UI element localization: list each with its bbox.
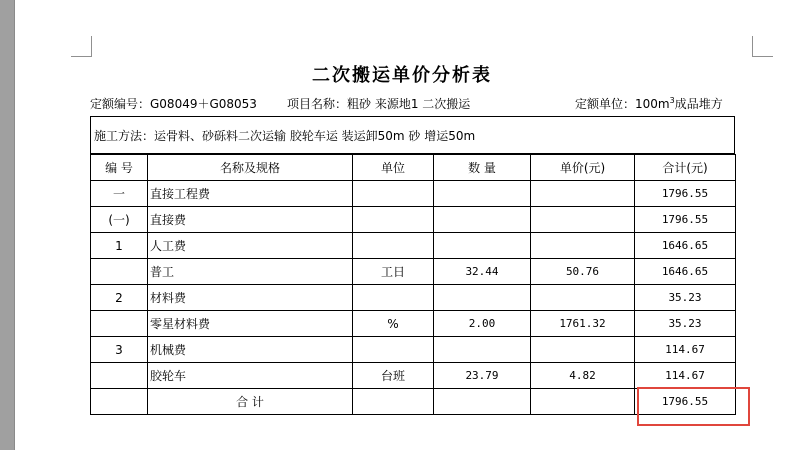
cell-total: 35.23: [635, 285, 736, 311]
crop-mark-top-left: [71, 36, 92, 57]
analysis-table: [90, 154, 736, 415]
quota-unit-sup: 3: [669, 96, 675, 105]
header-qty: 数 量: [434, 155, 531, 181]
quota-code: 定额编号：G08049＋G08053: [90, 97, 257, 111]
cell-unit: 工日: [353, 259, 434, 285]
sum-cell-price: [531, 389, 635, 415]
cell-price: [531, 207, 635, 233]
cell-price: 1761.32: [531, 311, 635, 337]
sum-cell-no: [91, 389, 148, 415]
construction-method: 施工方法：运骨料、砂砾料二次运输 胶轮车运 装运卸50m 砂 增运50m: [90, 116, 735, 154]
cell-no: (一): [91, 207, 148, 233]
cell-price: [531, 233, 635, 259]
cell-qty: 32.44: [434, 259, 531, 285]
cell-no: 一: [91, 181, 148, 207]
cell-name: 直接工程费: [148, 181, 353, 207]
document-title: 二次搬运单价分析表: [312, 65, 492, 86]
header-unit: 单位: [353, 155, 434, 181]
cell-price: 4.82: [531, 363, 635, 389]
table-row: [91, 259, 736, 285]
cell-name: 普工: [148, 259, 353, 285]
table-row: [91, 207, 736, 233]
cell-unit: [353, 207, 434, 233]
cell-no: 3: [91, 337, 148, 363]
sum-cell-unit: [353, 389, 434, 415]
cell-qty: 23.79: [434, 363, 531, 389]
header-name: 名称及规格: [148, 155, 353, 181]
cell-unit: [353, 181, 434, 207]
table-row: [91, 233, 736, 259]
document-page: [15, 0, 789, 450]
cell-price: 50.76: [531, 259, 635, 285]
cell-qty: [434, 207, 531, 233]
cell-price: [531, 337, 635, 363]
header-total: 合计(元): [635, 155, 736, 181]
quota-unit-suffix: 成品堆方: [674, 97, 723, 111]
cell-total: 35.23: [635, 311, 736, 337]
cell-no: 1: [91, 233, 148, 259]
cell-name: 零星材料费: [148, 311, 353, 337]
table-row: [91, 311, 736, 337]
cell-name: 胶轮车: [148, 363, 353, 389]
cell-qty: 2.00: [434, 311, 531, 337]
cell-no: 2: [91, 285, 148, 311]
cell-name: 直接费: [148, 207, 353, 233]
quota-unit-prefix: 定额单位：100m: [575, 97, 670, 111]
table-row: [91, 337, 736, 363]
crop-mark-top-right: [752, 36, 773, 57]
cell-price: [531, 181, 635, 207]
sum-label: 合 计: [148, 389, 353, 415]
sum-cell-qty: [434, 389, 531, 415]
table-header-row: [91, 155, 736, 181]
cell-qty: [434, 337, 531, 363]
cell-total: 1796.55: [635, 181, 736, 207]
sum-total: 1796.55: [635, 389, 736, 415]
cell-unit: [353, 285, 434, 311]
cell-qty: [434, 285, 531, 311]
cell-name: 机械费: [148, 337, 353, 363]
table-row: [91, 181, 736, 207]
header-no: 编 号: [91, 155, 148, 181]
cell-unit: %: [353, 311, 434, 337]
cell-total: 1646.65: [635, 259, 736, 285]
cell-price: [531, 285, 635, 311]
cell-qty: [434, 233, 531, 259]
highlight-box: [637, 387, 750, 426]
table-row: [91, 285, 736, 311]
project-name: 项目名称：粗砂 来源地1 二次搬运: [287, 97, 471, 111]
cell-total: 1796.55: [635, 207, 736, 233]
cell-total: 114.67: [635, 363, 736, 389]
cell-name: 人工费: [148, 233, 353, 259]
window-edge: [0, 0, 15, 450]
table-row: [91, 363, 736, 389]
quota-unit: [575, 95, 723, 112]
cell-unit: [353, 233, 434, 259]
cell-total: 1646.65: [635, 233, 736, 259]
cell-qty: [434, 181, 531, 207]
cell-unit: [353, 337, 434, 363]
cell-no: [91, 259, 148, 285]
cell-total: 114.67: [635, 337, 736, 363]
cell-unit: 台班: [353, 363, 434, 389]
cell-name: 材料费: [148, 285, 353, 311]
cell-no: [91, 363, 148, 389]
header-price: 单价(元): [531, 155, 635, 181]
cell-no: [91, 311, 148, 337]
